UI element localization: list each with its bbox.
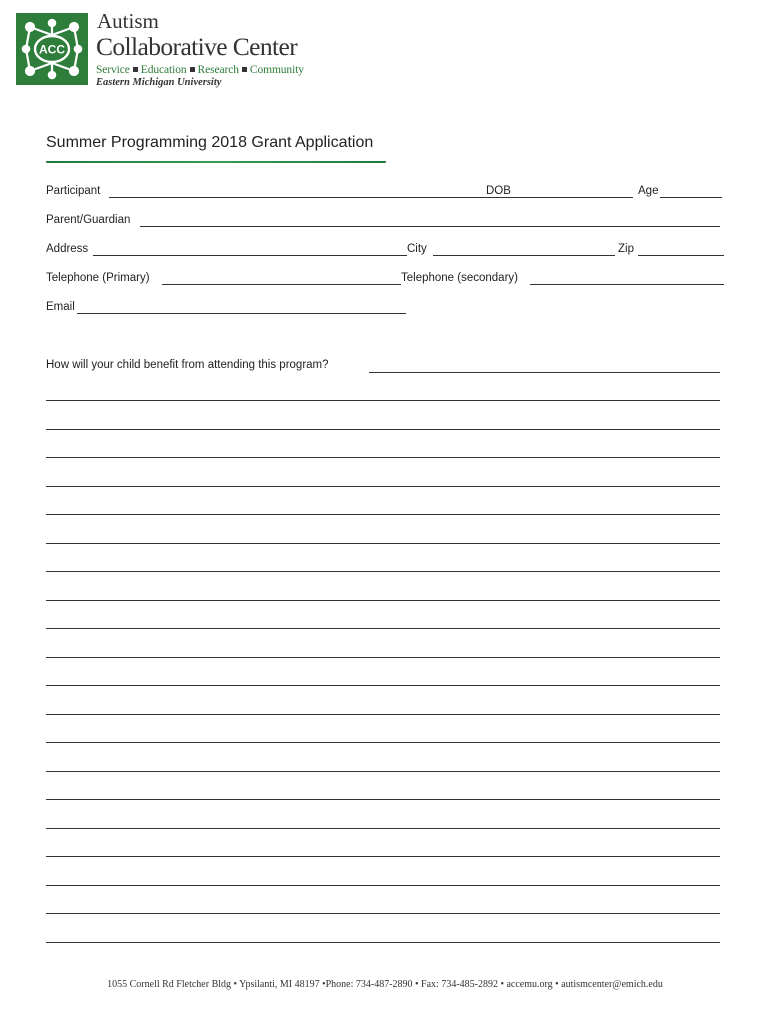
logo-text [96, 11, 304, 88]
answer-line[interactable] [46, 885, 720, 886]
zip-label: Zip [618, 243, 634, 255]
answer-line[interactable] [46, 628, 720, 629]
age-field[interactable] [660, 197, 722, 198]
answer-line[interactable] [46, 856, 720, 857]
telephone-primary-field[interactable] [162, 284, 401, 285]
answer-line[interactable] [46, 828, 720, 829]
footer-contact-info: 1055 Cornell Rd Fletcher Bldg • Ypsilanti, MI 48197 •Phone: 734-487-2890 • Fax: 734-485-2892 • accemu.org • autismcenter@emich.edu [107, 979, 663, 990]
email-row [46, 301, 726, 317]
parent-guardian-label: Parent/Guardian [46, 214, 131, 226]
dob-label: DOB [486, 185, 511, 197]
answer-line[interactable] [46, 400, 720, 401]
parent-guardian-field[interactable] [140, 226, 720, 227]
tagline-separator-icon [242, 67, 247, 72]
answer-line[interactable] [369, 372, 720, 373]
telephone-secondary-field[interactable] [530, 284, 724, 285]
benefit-question-label: How will your child benefit from attending this program? [46, 359, 329, 371]
answer-line[interactable] [46, 457, 720, 458]
city-label: City [407, 243, 427, 255]
logo-letters: ACC [39, 42, 65, 57]
answer-line[interactable] [46, 685, 720, 686]
form-title: Summer Programming 2018 Grant Application [46, 134, 374, 151]
zip-field[interactable] [638, 255, 724, 256]
answer-line[interactable] [46, 942, 720, 943]
telephone-row [46, 272, 726, 288]
age-label: Age [638, 185, 659, 197]
answer-line[interactable] [46, 742, 720, 743]
answer-line[interactable] [46, 771, 720, 772]
dob-field[interactable] [510, 197, 633, 198]
address-label: Address [46, 243, 89, 255]
participant-label: Participant [46, 185, 101, 197]
answer-line[interactable] [46, 913, 720, 914]
answer-line[interactable] [46, 429, 720, 430]
tagline-community: Community [249, 63, 304, 76]
tagline-separator-icon [133, 67, 138, 72]
answer-line[interactable] [46, 799, 720, 800]
answer-line[interactable] [46, 514, 720, 515]
telephone-primary-label: Telephone (Primary) [46, 272, 150, 284]
participant-field[interactable] [109, 197, 528, 198]
email-label: Email [46, 301, 75, 313]
answer-line[interactable] [46, 714, 720, 715]
org-name-line1: Autism [97, 9, 159, 33]
participant-row [46, 185, 726, 201]
answer-line[interactable] [46, 486, 720, 487]
tagline-separator-icon [190, 67, 195, 72]
answer-line[interactable] [46, 571, 720, 572]
tagline-education: Education [140, 63, 187, 76]
university-name: Eastern Michigan University [96, 76, 222, 88]
city-field[interactable] [433, 255, 615, 256]
puzzle-network-logo-icon [16, 13, 88, 85]
answer-line[interactable] [46, 543, 720, 544]
address-field[interactable] [93, 255, 407, 256]
address-row [46, 243, 726, 259]
org-name-line2: Collaborative Center [96, 32, 298, 61]
answer-line[interactable] [46, 600, 720, 601]
email-field[interactable] [77, 313, 406, 314]
parent-guardian-row [46, 214, 726, 230]
title-underline [46, 161, 386, 163]
acc-logo [16, 9, 346, 93]
telephone-secondary-label: Telephone (secondary) [401, 272, 518, 284]
tagline [96, 64, 304, 76]
tagline-service: Service [96, 63, 130, 76]
benefit-question [46, 359, 329, 371]
answer-line[interactable] [46, 657, 720, 658]
tagline-research: Research [197, 63, 239, 76]
